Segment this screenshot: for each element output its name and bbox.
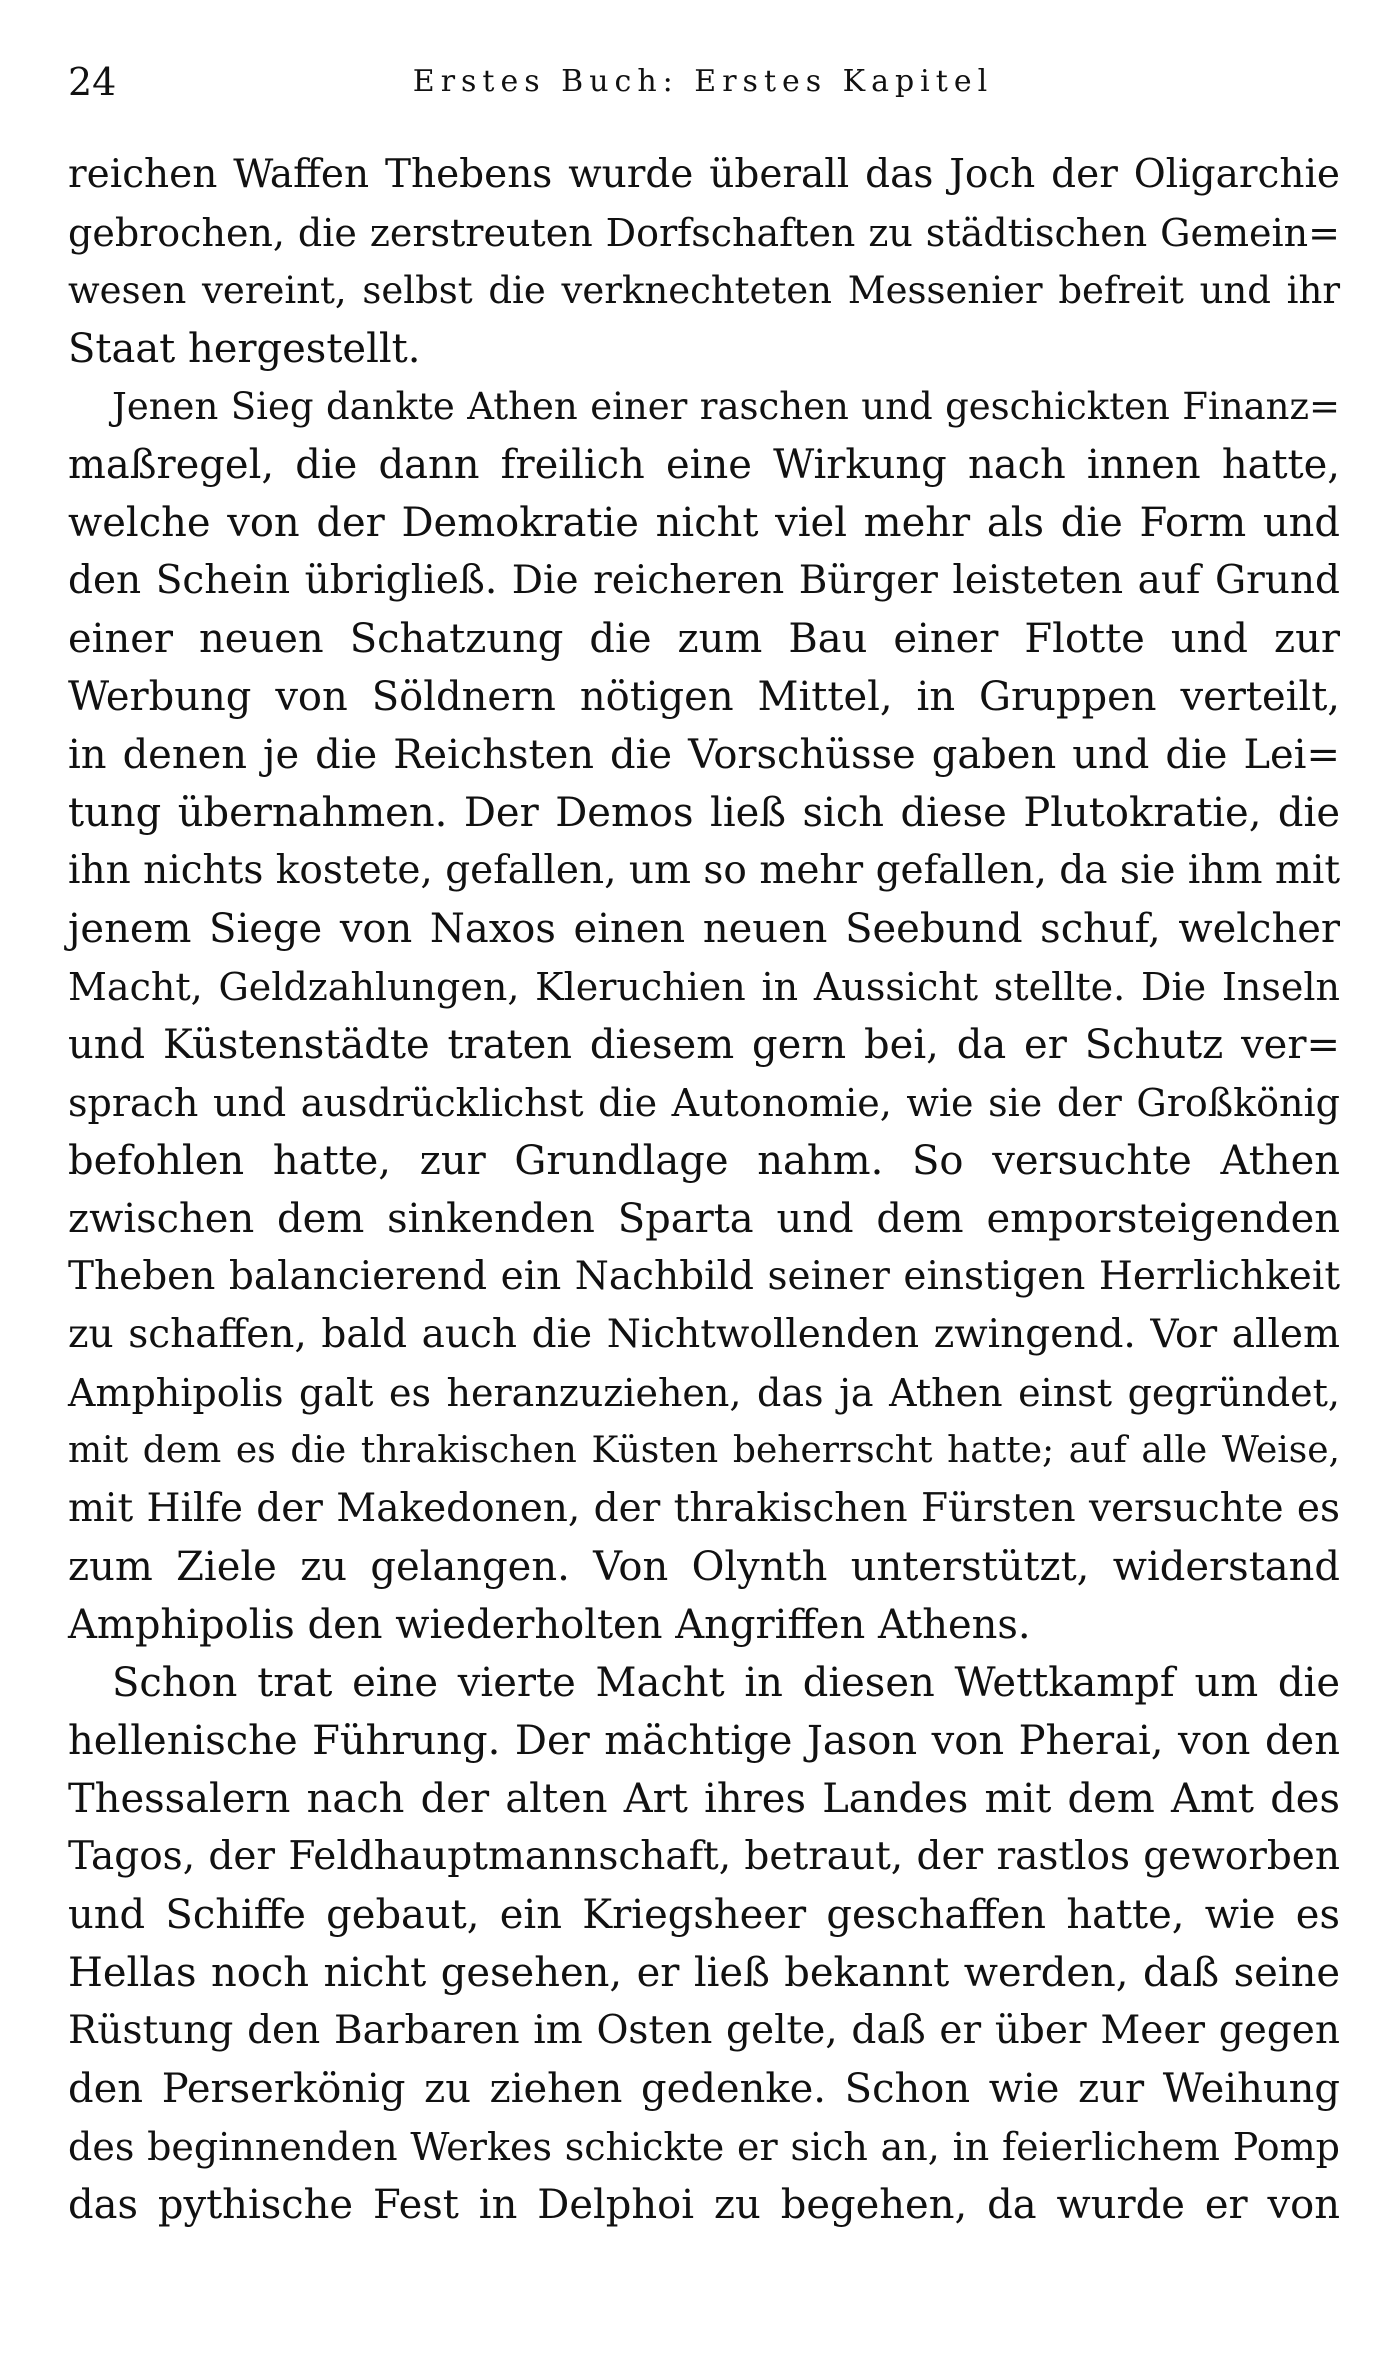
text-line: Staat hergestellt. [68, 326, 421, 372]
text-line: mit Hilfe der Makedonen, der thrakischen Fürsten versuchte es [68, 1486, 1340, 1531]
text-line: Amphipolis den wiederholten Angriffen Athens. [68, 1602, 1031, 1648]
paragraph-3 [68, 1654, 1340, 2234]
text-line: maßregel, die dann freilich eine Wirkung nach innen hatte, [68, 442, 1340, 488]
text-line: in denen je die Reichsten die Vorschüsse gaben und die Lei= [68, 732, 1340, 778]
text-line: einer neuen Schatzung die zum Bau einer Flotte und zur [68, 616, 1340, 662]
text-line: Hellas noch nicht gesehen, er ließ bekannt werden, daß seine [68, 1950, 1340, 1996]
paragraph-1 [68, 146, 1340, 378]
text-line: Thessalern nach der alten Art ihres Landes mit dem Amt des [68, 1776, 1340, 1822]
text-line: und Schiffe gebaut, ein Kriegsheer geschaffen hatte, wie es [68, 1892, 1340, 1938]
body-text [68, 146, 1340, 2234]
text-line: reichen Waffen Thebens wurde überall das Joch der Oligarchie [68, 152, 1340, 197]
page-number: 24 [68, 60, 117, 104]
text-line: Amphipolis galt es heranzuziehen, das ja Athen einst gegründet, [68, 1371, 1340, 1415]
text-line: Theben balancierend ein Nachbild seiner einstigen Herrlichkeit [68, 1254, 1340, 1299]
text-line: Werbung von Söldnern nötigen Mittel, in Gruppen verteilt, [68, 674, 1340, 720]
paragraph-2 [68, 378, 1340, 1654]
running-head: Erstes Buch: Erstes Kapitel [412, 64, 994, 99]
text-line: Macht, Geldzahlungen, Kleruchien in Aussicht stellte. Die Inseln [68, 965, 1340, 1009]
text-line: tung übernahmen. Der Demos ließ sich diese Plutokratie, die [68, 790, 1340, 836]
text-line: wesen vereint, selbst die verknechteten Messenier befreit und ihr [68, 269, 1340, 312]
text-line: das pythische Fest in Delphoi zu begehen, da wurde er von [68, 2182, 1340, 2228]
text-line: welche von der Demokratie nicht viel mehr als die Form und [68, 500, 1340, 546]
text-line: jenem Siege von Naxos einen neuen Seebund schuf, welcher [68, 906, 1340, 952]
text-line: ihn nichts kostete, gefallen, um so mehr gefallen, da sie ihm mit [68, 848, 1340, 893]
text-line: sprach und ausdrücklichst die Autonomie, wie sie der Großkönig [68, 1081, 1340, 1125]
text-line: Rüstung den Barbaren im Osten gelte, daß er über Meer gegen [68, 2008, 1340, 2053]
text-line: zwischen dem sinkenden Sparta und dem emporsteigenden [68, 1196, 1340, 1242]
text-line: den Perserkönig zu ziehen gedenke. Schon wie zur Weihung [68, 2066, 1340, 2112]
page-header [68, 52, 1338, 112]
text-line: und Küstenstädte traten diesem gern bei, da er Schutz ver= [68, 1022, 1340, 1068]
text-line: des beginnenden Werkes schickte er sich an, in feierlichem Pomp [68, 2125, 1340, 2169]
text-line: befohlen hatte, zur Grundlage nahm. So versuchte Athen [68, 1138, 1340, 1184]
text-line: mit dem es die thrakischen Küsten beherrscht hatte; auf alle Weise, [68, 1430, 1340, 1471]
text-line: gebrochen, die zerstreuten Dorfschaften zu städtischen Gemein= [68, 211, 1340, 255]
text-line: zu schaffen, bald auch die Nichtwollenden zwingend. Vor allem [68, 1312, 1340, 1357]
text-line: zum Ziele zu gelangen. Von Olynth unterstützt, widerstand [68, 1544, 1340, 1590]
text-line: Tagos, der Feldhauptmannschaft, betraut, der rastlos geworben [68, 1834, 1340, 1879]
text-line: Schon trat eine vierte Macht in diesen Wettkampf um die [112, 1660, 1340, 1706]
text-line: den Schein übrigließ. Die reicheren Bürger leisteten auf Grund [68, 558, 1340, 603]
text-line: hellenische Führung. Der mächtige Jason von Pherai, von den [68, 1718, 1340, 1764]
text-line: Jenen Sieg dankte Athen einer raschen und geschickten Finanz= [112, 385, 1340, 428]
